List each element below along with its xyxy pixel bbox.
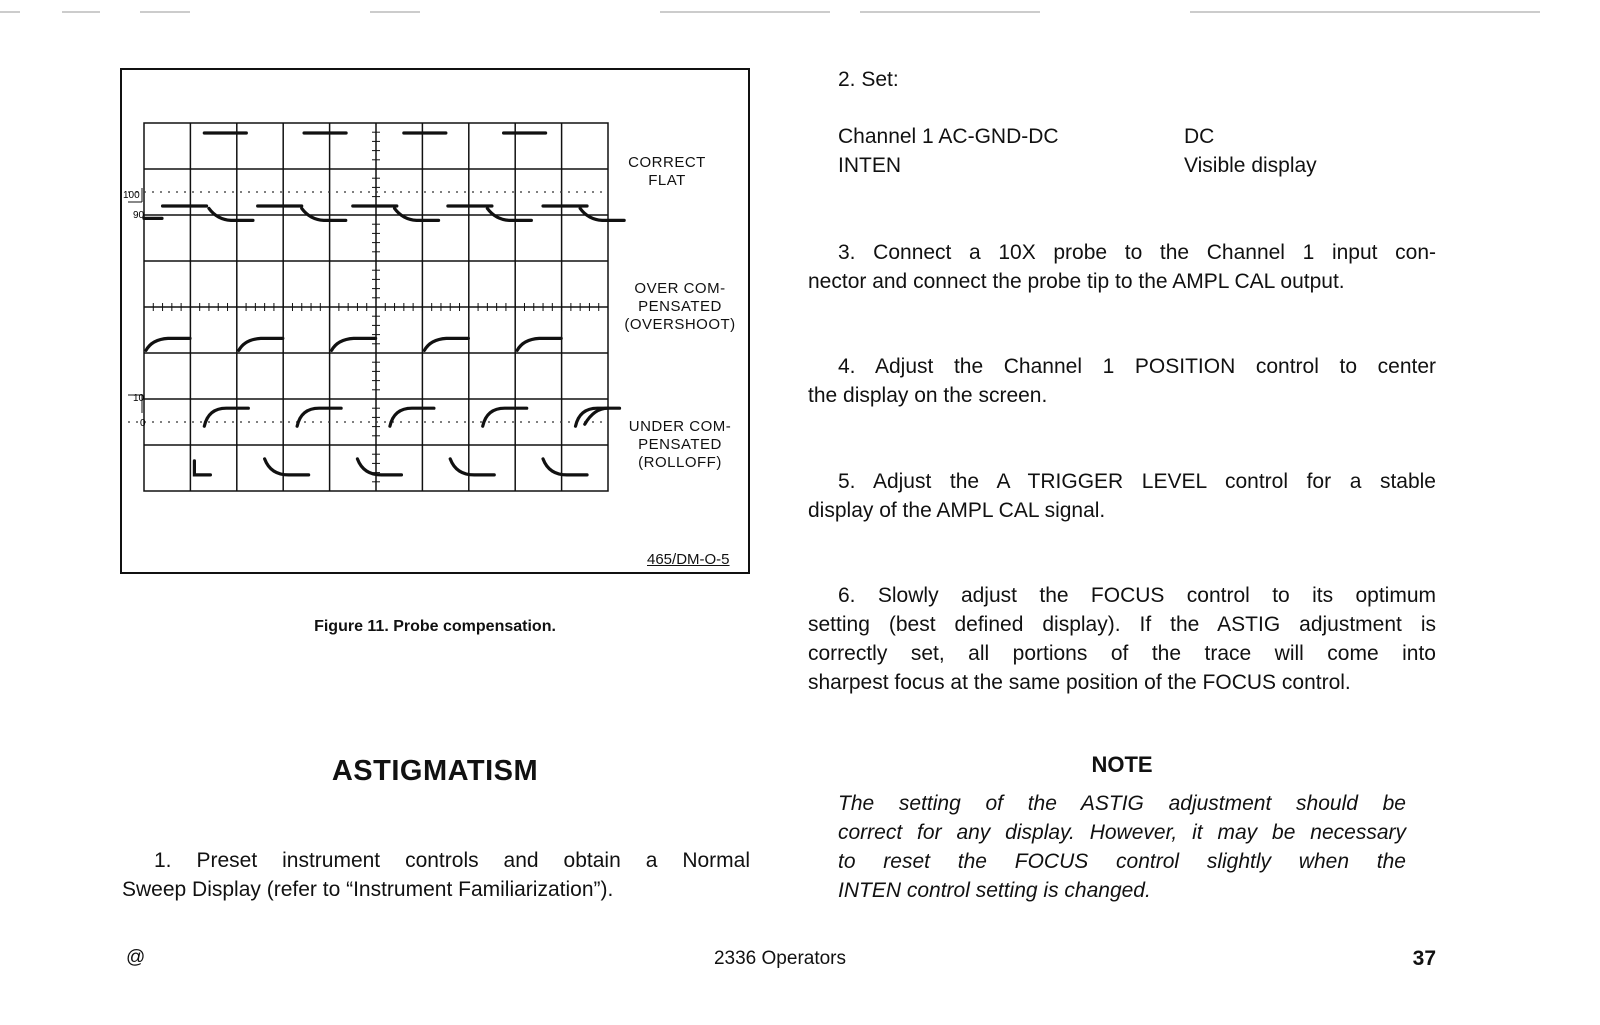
step-6 <box>808 581 1436 697</box>
section-heading: ASTIGMATISM <box>331 755 539 787</box>
step-3 <box>808 238 1436 296</box>
note-title: NOTE <box>1091 752 1153 777</box>
step-4-line2: the display on the screen. <box>808 384 1048 407</box>
label-undercompensated <box>614 418 746 472</box>
step-5-line2: display of the AMPL CAL signal. <box>808 499 1106 522</box>
footer-symbol: @ <box>126 947 146 968</box>
scale-markers <box>128 188 142 413</box>
step-1 <box>122 846 750 904</box>
setting-value: DC <box>1184 125 1215 148</box>
label-correct-line: CORRECT <box>628 154 706 171</box>
setting-value: Visible display <box>1184 154 1317 177</box>
label-over-line3: (OVERSHOOT) <box>624 316 736 333</box>
label-under-line1: UNDER COM- <box>628 418 732 435</box>
scale-label-0: 0 <box>140 418 146 429</box>
step-6-line4: sharpest focus at the same position of the FOCUS control. <box>808 671 1351 694</box>
step-5 <box>808 467 1436 525</box>
step-2-title: 2. Set: <box>838 68 899 91</box>
setting-row <box>838 122 1317 151</box>
note-line: correct for any display. However, it may be necessary <box>838 821 1406 844</box>
figure-caption: Figure 11. Probe compensation. <box>314 618 556 635</box>
step-6-line2: setting (best defined display). If the ASTIG adjustment is <box>808 613 1436 636</box>
step-6-line3: correctly set, all portions of the trace will come into <box>808 642 1436 665</box>
scale-label-90: 90 <box>133 210 145 221</box>
step-1-line1: 1. Preset instrument controls and obtain a Normal <box>154 849 750 872</box>
step-5-line1: 5. Adjust the A TRIGGER LEVEL control for a stable <box>838 470 1436 493</box>
setting-row <box>838 151 1317 180</box>
label-over-line2: PENSATED <box>638 298 722 315</box>
step-4 <box>808 352 1436 410</box>
footer-title: 2336 Operators <box>713 948 847 969</box>
note-body <box>838 789 1406 905</box>
label-under-line2: PENSATED <box>638 436 722 453</box>
step-1-line2: Sweep Display (refer to “Instrument Familiarization”). <box>122 878 614 901</box>
step-4-line1: 4. Adjust the Channel 1 POSITION control to center <box>838 355 1436 378</box>
label-over-line1: OVER COM- <box>634 280 726 297</box>
step-3-line2: nector and connect the probe tip to the AMPL CAL output. <box>808 270 1345 293</box>
note-line: The setting of the ASTIG adjustment should be <box>838 792 1406 815</box>
scale-label-10: 10 <box>133 393 145 404</box>
note-line: INTEN control setting is changed. <box>838 879 1151 902</box>
step-3-line1: 3. Connect a 10X probe to the Channel 1 input con- <box>838 241 1436 264</box>
figure-code: 465/DM-O-5 <box>647 551 730 568</box>
page-number: 37 <box>1412 947 1436 970</box>
label-correct-flat <box>612 154 722 190</box>
settings-table <box>838 122 1317 180</box>
scale-label-100: 100 <box>123 190 140 201</box>
label-flat-line: FLAT <box>648 172 686 189</box>
scan-artifact-line <box>0 0 1600 14</box>
label-overcompensated <box>614 280 746 334</box>
setting-control: INTEN <box>838 154 901 177</box>
setting-control: Channel 1 AC-GND-DC <box>838 125 1059 148</box>
label-under-line3: (ROLLOFF) <box>638 454 722 471</box>
note-line: to reset the FOCUS control slightly when the <box>838 850 1406 873</box>
step-6-line1: 6. Slowly adjust the FOCUS control to its optimum <box>838 584 1436 607</box>
